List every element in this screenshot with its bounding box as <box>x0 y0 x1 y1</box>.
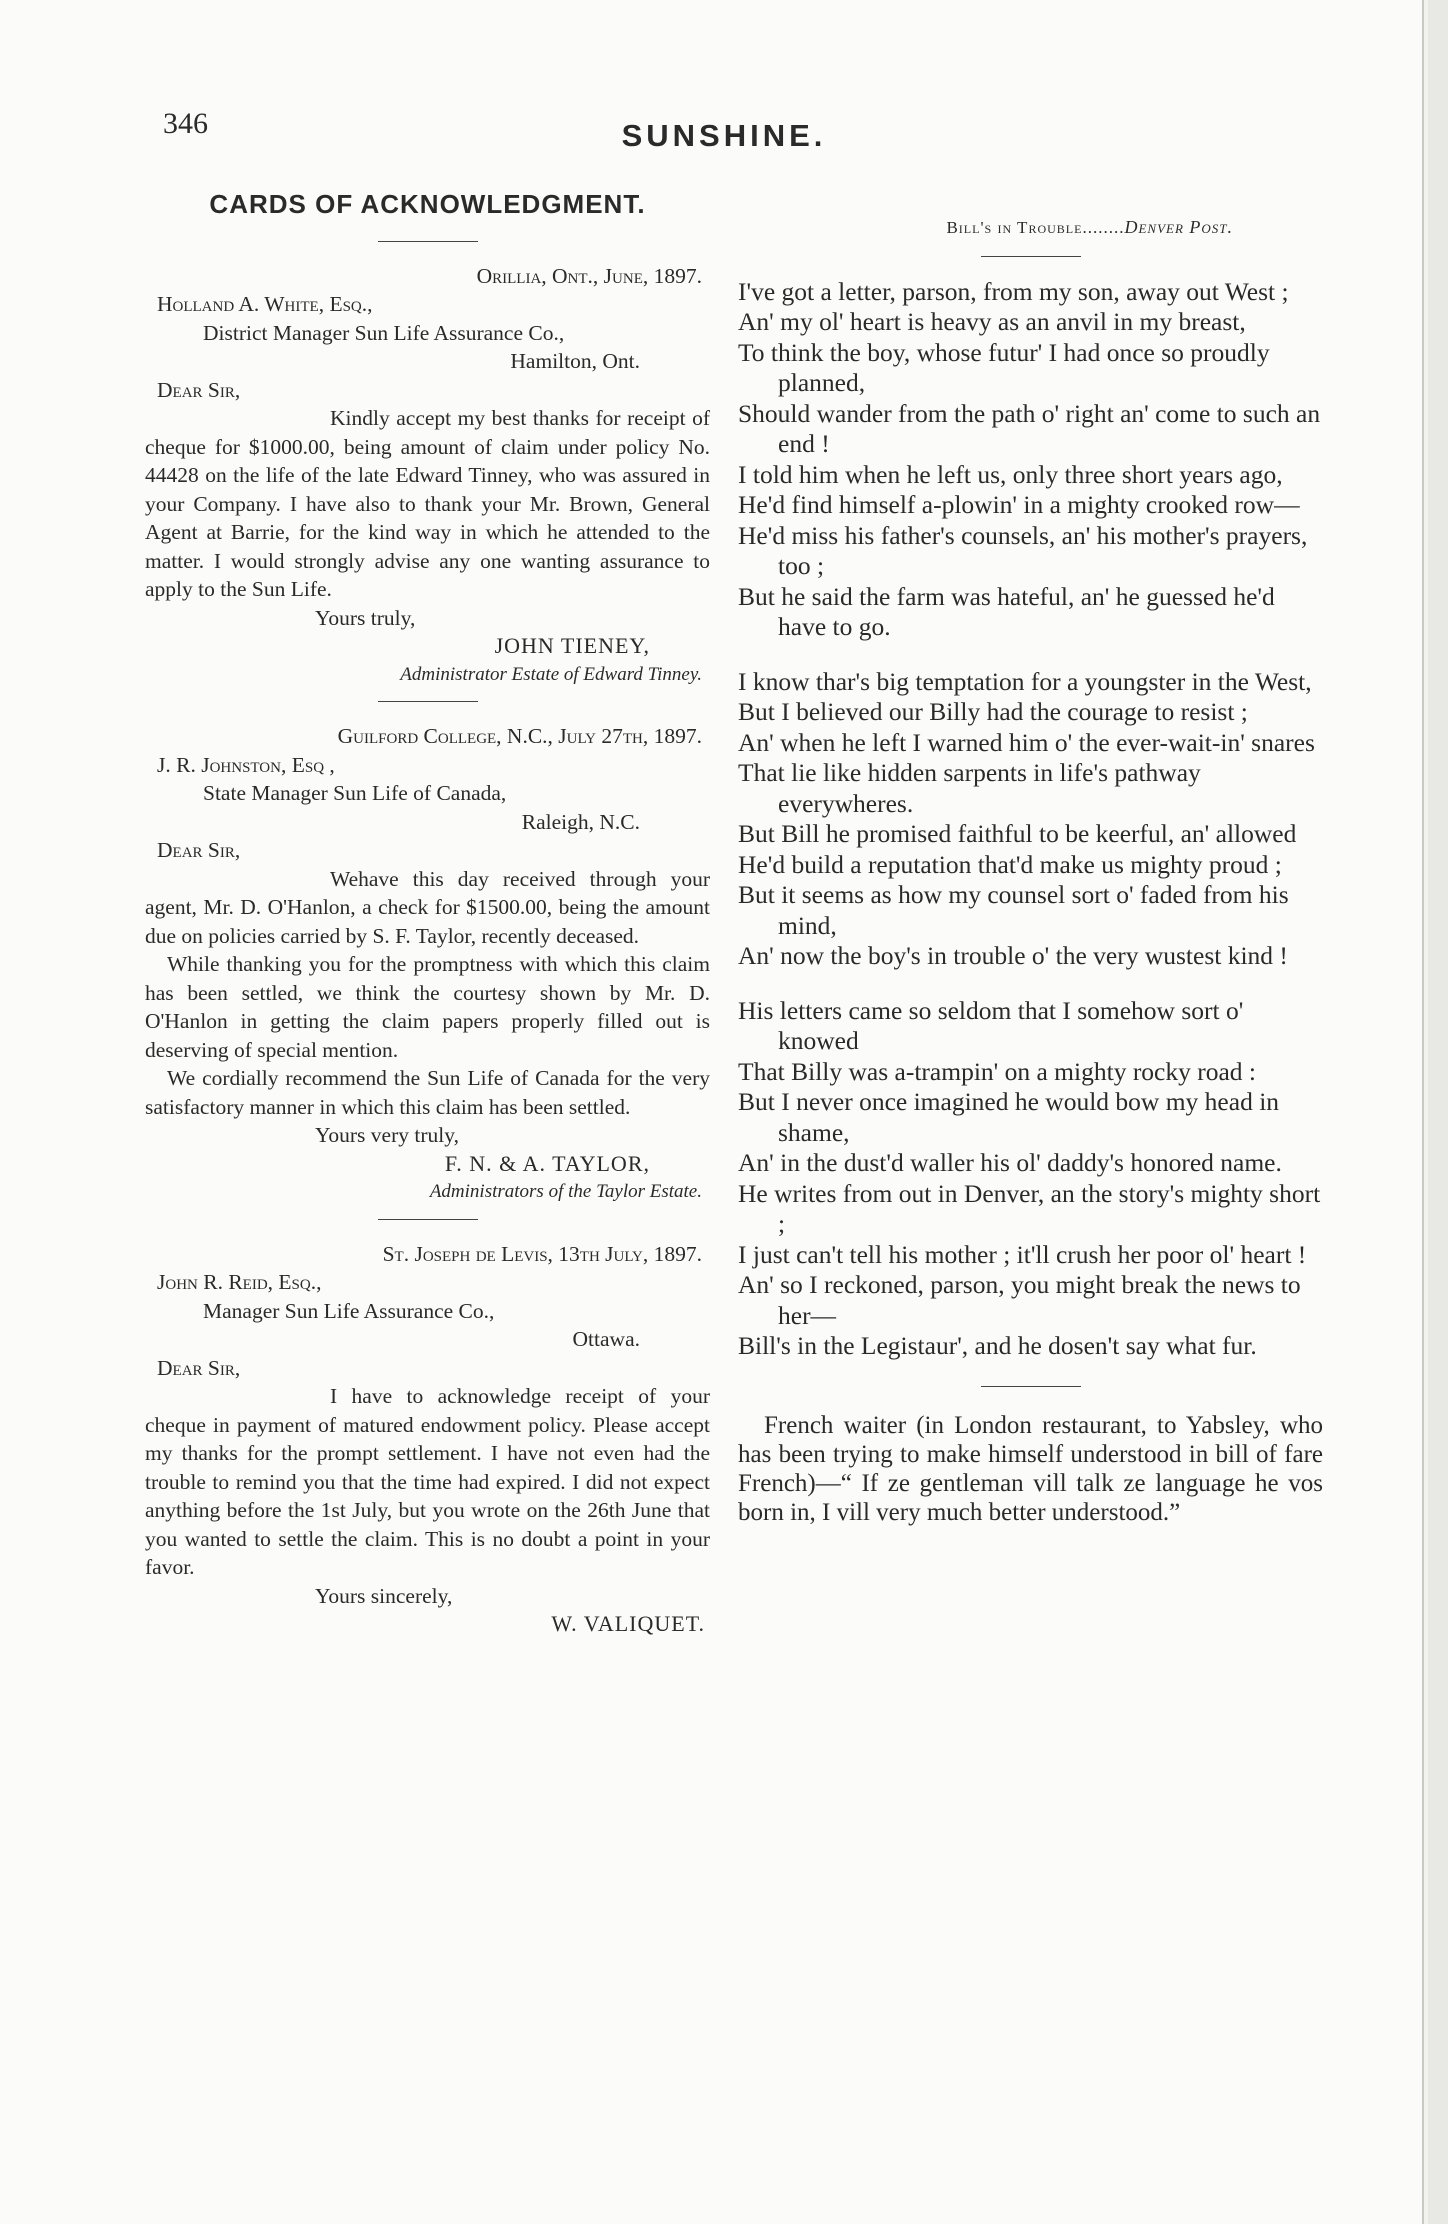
letter-closing: Yours very truly, <box>315 1123 459 1147</box>
divider <box>378 701 478 702</box>
poem-line: An' my ol' heart is heavy as an anvil in my breast, <box>738 307 1246 336</box>
poem-line: He writes from out in Denver, an the story's mighty short ; <box>738 1178 1321 1238</box>
poem-line: That Billy was a-trampin' on a mighty rocky road : <box>738 1056 1257 1086</box>
poem-line: He'd miss his father's counsels, an' his mother's prayers, too ; <box>738 520 1308 580</box>
letter-dateline: Orillia, Ont., June, 1897. <box>476 263 702 288</box>
poem-stanza <box>738 996 1323 1362</box>
poem-stanza <box>738 277 1323 643</box>
letter-paragraph: We cordially recommend the Sun Life of Canada for the very satisfactory manner in which this claim has been settled. <box>145 1066 710 1119</box>
letter-paragraph: Wehave this day received through your agent, Mr. D. O'Hanlon, a check for $1500.00, being the amount due on policies carried by S. F. Taylor, recently deceased. <box>145 866 710 948</box>
divider <box>981 1386 1081 1387</box>
letter-dateline: Guilford College, N.C., July 27th, 1897. <box>337 724 702 748</box>
poem-line: But Bill he promised faithful to be keerful, an' allowed <box>738 819 1297 848</box>
poem-line: An' when he left I warned him o' the ever-wait-in' snares <box>738 727 1315 757</box>
poem-line: But I believed our Billy had the courage to resist ; <box>738 697 1248 726</box>
letter-signature-title: Administrator Estate of Edward Tinney. <box>400 663 702 685</box>
letter <box>145 1240 710 1639</box>
running-head: SUNSHINE. <box>621 118 827 153</box>
letter-addressee: J. R. Johnston, Esq , <box>157 752 335 777</box>
letter-addressee-location: Hamilton, Ont. <box>510 349 640 373</box>
poem-line: I told him when he left us, only three short years ago, <box>738 459 1283 489</box>
poem-line: To think the boy, whose futur' I had once so proudly planned, <box>738 337 1270 397</box>
poem-line: His letters came so seldom that I somehow sort o' knowed <box>738 995 1244 1055</box>
poem-line: That lie like hidden sarpents in life's pathway everywheres. <box>738 758 1201 818</box>
poem-line: But he said the farm was hateful, an' he guessed he'd have to go. <box>738 581 1275 641</box>
poem-line: An' now the boy's in trouble o' the very wustest kind ! <box>738 941 1288 970</box>
poem-line: Should wander from the path o' right an' come to such an end ! <box>738 398 1321 458</box>
poem-line: I've got a letter, parson, from my son, away out West ; <box>738 276 1289 306</box>
letter <box>145 262 710 690</box>
letter-body <box>145 1382 710 1582</box>
page-edge <box>1428 0 1448 2224</box>
letter-signature: JOHN TIENEY, <box>494 633 650 658</box>
letter-addressee: Holland A. White, Esq., <box>157 292 373 316</box>
section-title: CARDS OF ACKNOWLEDGMENT. <box>209 189 646 219</box>
poem-title: Bill's in Trouble........ <box>946 218 1125 237</box>
poem-line: He'd find himself a-plowin' in a mighty crooked row— <box>738 490 1300 519</box>
poem-line: I just can't tell his mother ; it'll crush her poor ol' heart ! <box>738 1239 1307 1269</box>
letter-dateline: St. Joseph de Levis, 13th July, 1897. <box>382 1241 702 1266</box>
letter-addressee-title: District Manager Sun Life Assurance Co., <box>203 320 565 345</box>
left-column <box>145 190 710 1639</box>
page-number: 346 <box>163 107 208 140</box>
poem-line: I know thar's big temptation for a youngster in the West, <box>738 666 1312 696</box>
letter-signature: F. N. & A. TAYLOR, <box>444 1150 650 1176</box>
letter-body <box>145 404 710 604</box>
letter-salutation: Dear Sir, <box>157 838 241 862</box>
poem-line: He'd build a reputation that'd make us mighty proud ; <box>738 849 1282 879</box>
letter-addressee-title: Manager Sun Life Assurance Co., <box>203 1298 495 1323</box>
poem-line: But it seems as how my counsel sort o' faded from his mind, <box>738 880 1289 940</box>
letter-salutation: Dear Sir, <box>157 377 241 402</box>
divider <box>378 1219 478 1220</box>
letter-paragraph: I have to acknowledge receipt of your cheque in payment of matured endowment policy. Please accept my thanks for the prompt settlement. I have not even had the trouble to remind you that the time had expired. I did not expect anything before the 1st July, but you wrote on the 26th June that you wanted to settle the claim. This is no doubt a point in your favor. <box>145 1384 710 1579</box>
letter <box>145 722 710 1207</box>
poem-heading <box>738 212 1323 244</box>
letter-addressee: John R. Reid, Esq., <box>157 1270 322 1294</box>
poem-line: Bill's in the Legistaur', and he dosen't say what fur. <box>738 1331 1257 1360</box>
poem-line: But I never once imagined he would bow my head in shame, <box>738 1087 1280 1147</box>
poem-source: Denver Post. <box>1124 217 1233 237</box>
anecdote: French waiter (in London restaurant, to Yabsley, who has been trying to make himself understood in bill of fare French)—“ If ze gentleman vill talk ze language he vos born in, I vill very much better understood.” <box>738 1411 1323 1526</box>
letter-closing: Yours sincerely, <box>315 1583 453 1608</box>
divider <box>981 256 1081 257</box>
letter-salutation: Dear Sir, <box>157 1355 241 1380</box>
letter-paragraph: Kindly accept my best thanks for receipt of cheque for $1000.00, being amount of claim under policy No. 44428 on the life of the late Edward Tinney, who was assured in your Company. I have also to thank your Mr. Brown, General Agent at Barrie, for the kind way in which he attended to the matter. I would strongly advise any one wanting assurance to apply to the Sun Life. <box>145 406 710 601</box>
letter-signature-title: Administrators of the Taylor Estate. <box>429 1181 702 1202</box>
divider <box>378 241 478 242</box>
right-column <box>738 212 1323 1527</box>
letter-addressee-location: Raleigh, N.C. <box>521 809 640 834</box>
letter-signature: W. VALIQUET. <box>551 1611 705 1636</box>
poem-line: An' so I reckoned, parson, you might break the news to her— <box>738 1270 1301 1330</box>
letter-addressee-location: Ottawa. <box>572 1327 640 1351</box>
letter-closing: Yours truly, <box>315 605 416 630</box>
letter-addressee-title: State Manager Sun Life of Canada, <box>203 781 507 805</box>
letter-paragraph: While thanking you for the promptness with which this claim has been settled, we think the courtesy shown by Mr. D. O'Hanlon in getting the claim papers properly filled out is deserving of special mention. <box>145 952 710 1062</box>
poem-stanza <box>738 667 1323 972</box>
poem-line: An' in the dust'd waller his ol' daddy's honored name. <box>738 1148 1282 1177</box>
letter-body <box>145 865 710 1122</box>
